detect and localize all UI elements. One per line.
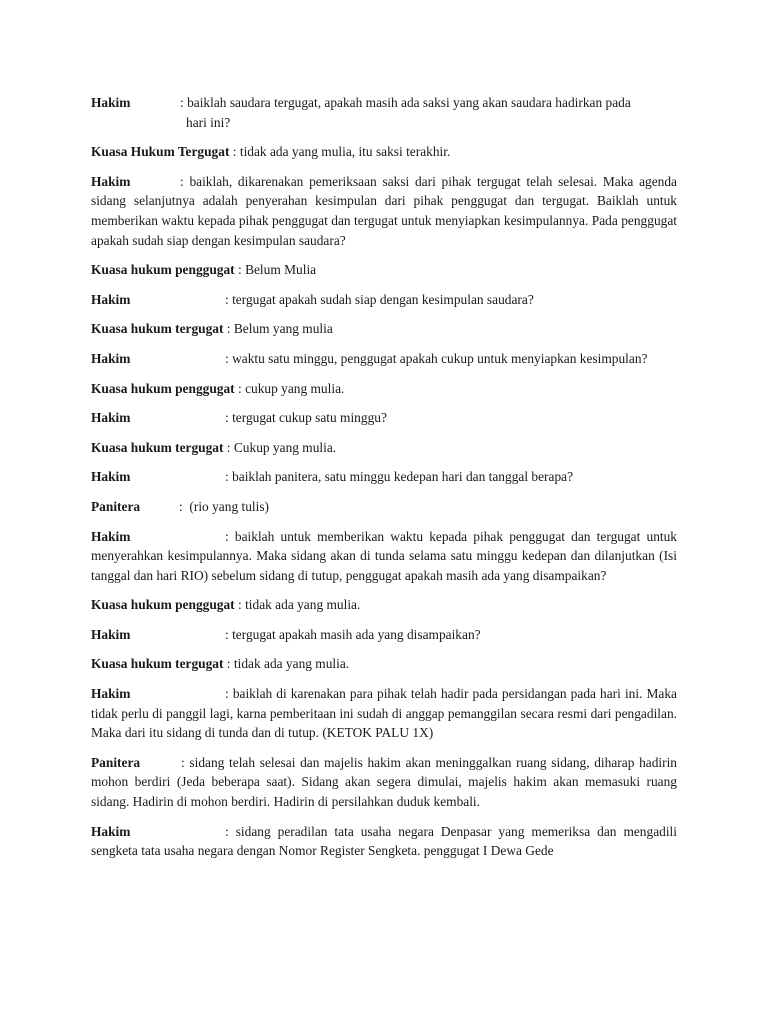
dialogue-text: tergugat apakah sudah siap dengan kesimpulan saudara? (232, 291, 534, 307)
court-transcript (91, 93, 677, 861)
dialogue-entry (91, 349, 677, 369)
dialogue-text: tergugat apakah masih ada yang disampaikan? (232, 626, 481, 642)
separator: : (223, 439, 234, 455)
separator: : (225, 350, 233, 366)
dialogue-text: tergugat cukup satu minggu? (232, 410, 387, 426)
dialogue-text: sidang telah selesai dan majelis hakim akan meninggalkan ruang sidang, diharap hadirin mohon berdiri (Jeda beberapa saat). Sidang akan segera dimulai, majelis hakim akan memasuki ruang sidang. Hadirin di mohon berdiri. Hadirin di persilahkan duduk kembali. (91, 754, 677, 810)
dialogue-entry (91, 595, 677, 615)
separator: : (225, 528, 235, 544)
separator: : (225, 469, 233, 485)
speaker-name: Hakim (91, 823, 131, 839)
dialogue-entry (91, 625, 677, 645)
separator: : (229, 144, 240, 160)
dialogue-entry (91, 822, 677, 861)
dialogue-text: tidak ada yang mulia. (233, 656, 350, 672)
separator: : (180, 95, 188, 110)
separator: : (223, 321, 234, 337)
separator: : (225, 626, 233, 642)
dialogue-entry (91, 497, 677, 517)
speaker-name: Hakim (91, 291, 131, 307)
dialogue-text: Belum yang mulia (233, 321, 333, 337)
speaker-name: Hakim (91, 528, 131, 544)
dialogue-text: waktu satu minggu, penggugat apakah cukup untuk menyiapkan kesimpulan? (232, 350, 648, 366)
dialogue-entry (91, 438, 677, 458)
dialogue-text: baiklah di karenakan para pihak telah hadir pada persidangan pada hari ini. Maka tidak perlu di panggil lagi, karna pemberitaan ini sudah di anggap pemanggilan secara resmi dari pengadilan. Maka dari itu sidang di tunda dan di tutup. (KETOK PALU 1X) (91, 686, 677, 741)
dialogue-text: (rio yang tulis) (189, 498, 270, 514)
separator: : (225, 686, 233, 702)
dialogue-entry (91, 753, 677, 812)
dialogue-text: baiklah untuk memberikan waktu kepada pihak penggugat dan tergugat untuk menyerahkan kesimpulannya. Maka sidang akan di tunda selama satu minggu kedepan dan dilanjutkan (Isi tanggal dan hari RIO) sebelum sidang di tutup, penggugat apakah masih ada yang disampaikan? (91, 528, 677, 583)
dialogue-text: sidang peradilan tata usaha negara Denpasar yang memeriksa dan mengadili sengketa tata usaha negara dengan Nomor Register Sengketa. penggugat I Dewa Gede (91, 823, 677, 859)
dialogue-text: Cukup yang mulia. (233, 439, 337, 455)
dialogue-text: baiklah saudara tergugat, apakah masih ada saksi yang akan saudara hadirkan pada (187, 95, 631, 110)
speaker-name: Hakim (91, 410, 131, 426)
speaker-name: Panitera (91, 754, 141, 770)
dialogue-entry (91, 172, 677, 250)
speaker-name: Panitera (91, 498, 141, 514)
dialogue-entry (91, 527, 677, 586)
dialogue-entry (91, 684, 677, 743)
dialogue-entry (91, 379, 677, 399)
speaker-name: Kuasa hukum tergugat (91, 439, 224, 455)
separator: : (234, 380, 246, 396)
dialogue-entry (91, 467, 677, 487)
separator: : (179, 498, 190, 514)
dialogue-entry (91, 654, 677, 674)
speaker-name: Kuasa hukum penggugat (91, 380, 235, 396)
speaker-name: Hakim (91, 626, 131, 642)
speaker-name: Kuasa hukum penggugat (91, 262, 235, 278)
speaker-name: Kuasa Hukum Tergugat (91, 144, 230, 160)
speaker-name: Kuasa hukum tergugat (91, 656, 224, 672)
speaker-name: Hakim (91, 686, 131, 702)
separator: : (225, 291, 233, 307)
dialogue-entry (91, 260, 677, 280)
separator: : (234, 262, 246, 278)
separator: : (180, 173, 190, 189)
dialogue-text: tidak ada yang mulia. (245, 597, 361, 613)
speaker-name: Hakim (91, 95, 131, 110)
speaker-name: Hakim (91, 469, 131, 485)
dialogue-text: cukup yang mulia. (245, 380, 345, 396)
dialogue-entry (91, 408, 677, 428)
separator: : (181, 754, 190, 770)
dialogue-text: baiklah panitera, satu minggu kedepan hari dan tanggal berapa? (232, 469, 574, 485)
dialogue-text: baiklah, dikarenakan pemeriksaan saksi dari pihak tergugat telah selesai. Maka agenda sidang selanjutnya adalah penyerahan kesimpulan dari pihak penggugat dan tergugat. Baiklah untuk memberikan waktu kepada pihak penggugat dan tergugat untuk menyiapkan kesimpulannya. Pada penggugat apakah sudah siap dengan kesimpulan saudara? (91, 173, 677, 248)
separator: : (225, 823, 236, 839)
dialogue-text: tidak ada yang mulia, itu saksi terakhir. (239, 144, 451, 160)
dialogue-text: Belum Mulia (245, 262, 317, 278)
dialogue-entry (91, 93, 677, 132)
dialogue-entry (91, 290, 677, 310)
dialogue-entry (91, 319, 677, 339)
separator: : (225, 410, 233, 426)
speaker-name: Kuasa hukum tergugat (91, 321, 224, 337)
separator: : (234, 597, 246, 613)
speaker-name: Kuasa hukum penggugat (91, 597, 235, 613)
separator: : (223, 656, 234, 672)
speaker-name: Hakim (91, 173, 131, 189)
dialogue-continuation: hari ini? (186, 114, 231, 130)
speaker-name: Hakim (91, 350, 131, 366)
dialogue-entry (91, 142, 677, 162)
